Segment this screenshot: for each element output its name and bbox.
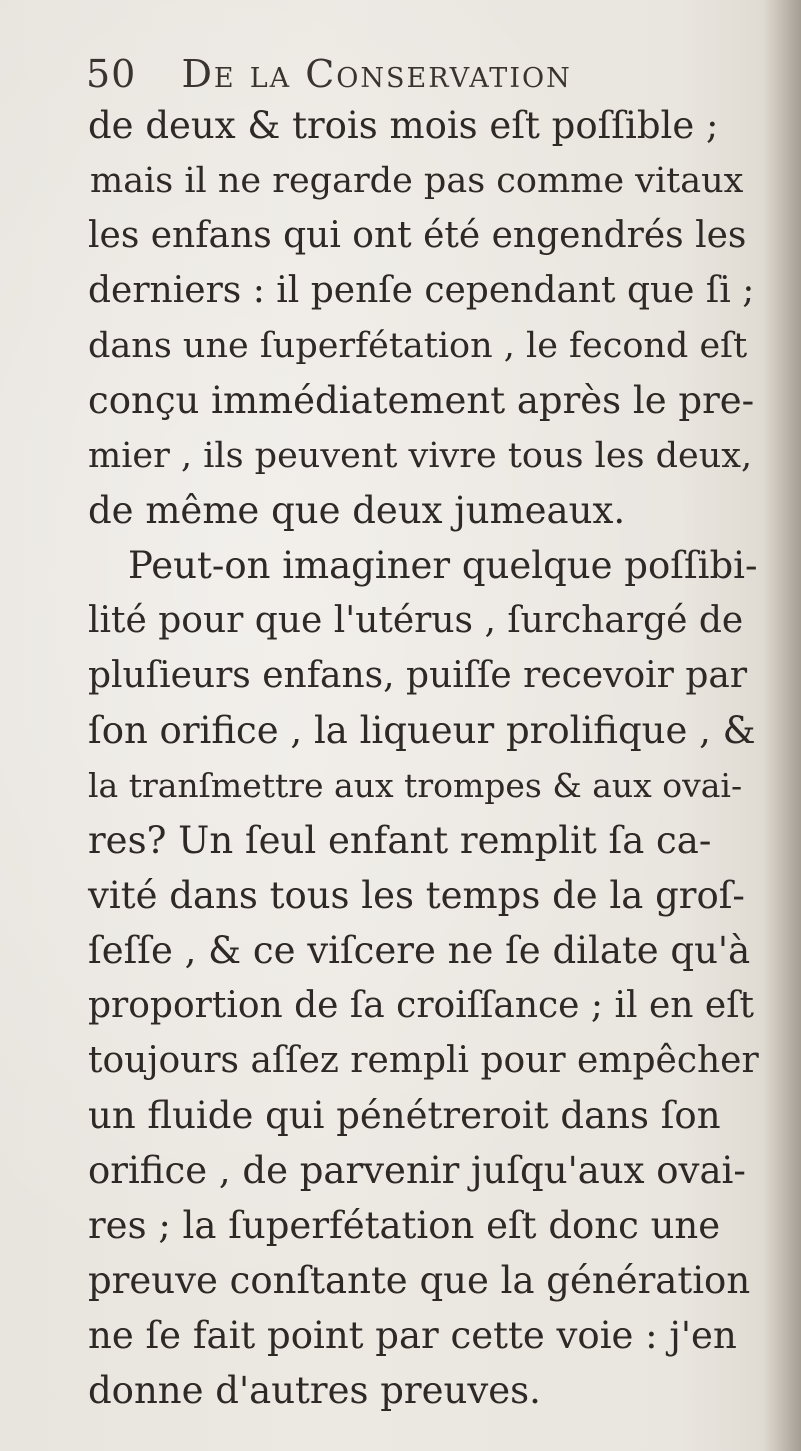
text-line: mais il ne regarde pas comme vitaux [90, 161, 744, 201]
text-line: mier , ils peuvent vivre tous les deux, [88, 436, 753, 476]
text-line: res ; la ſuperfétation eſt donc une [88, 1204, 721, 1247]
text-line: Peut-on imaginer quelque poſſibi- [128, 544, 758, 587]
text-line: un fluide qui pénétreroit dans ſon [88, 1094, 721, 1137]
text-line: de deux & trois mois eſt poſſible ; [88, 104, 719, 147]
text-line: donne d'autres preuves. [88, 1369, 541, 1412]
text-line: res? Un ſeul enfant remplit ſa ca- [88, 819, 712, 862]
text-line: proportion de ſa croiſſance ; il en eſt [88, 985, 754, 1026]
text-line: ſon orifice , la liqueur prolifique , & [88, 709, 756, 752]
text-line: derniers : il penſe cependant que ſi ; [88, 270, 755, 311]
running-title: De la Conservation [181, 52, 572, 96]
page-number: 50 [86, 52, 137, 96]
text-line: ne ſe fait point par cette voie : j'en [88, 1314, 737, 1357]
text-line: de même que deux jumeaux. [88, 489, 626, 532]
text-line: dans une ſuperfétation , le fecond eſt [88, 326, 748, 366]
text-line: orifice , de parvenir juſqu'aux ovai- [88, 1149, 746, 1192]
text-line: toujours aſſez rempli pour empêcher [88, 1040, 759, 1081]
text-line: preuve conſtante que la génération [88, 1259, 751, 1302]
text-line: ſeſſe , & ce viſcere ne ſe dilate qu'à [88, 929, 751, 972]
text-line: conçu immédiatement après le pre- [88, 379, 755, 422]
text-line: vité dans tous les temps de la groſ- [88, 874, 745, 917]
text-line: lité pour que l'utérus , ſurchargé de [88, 600, 744, 641]
text-line: pluſieurs enfans, puiſſe recevoir par [88, 655, 748, 696]
text-line: la tranſmettre aux trompes & aux ovai- [88, 766, 743, 805]
text-line: les enfans qui ont été engendrés les [88, 215, 747, 256]
